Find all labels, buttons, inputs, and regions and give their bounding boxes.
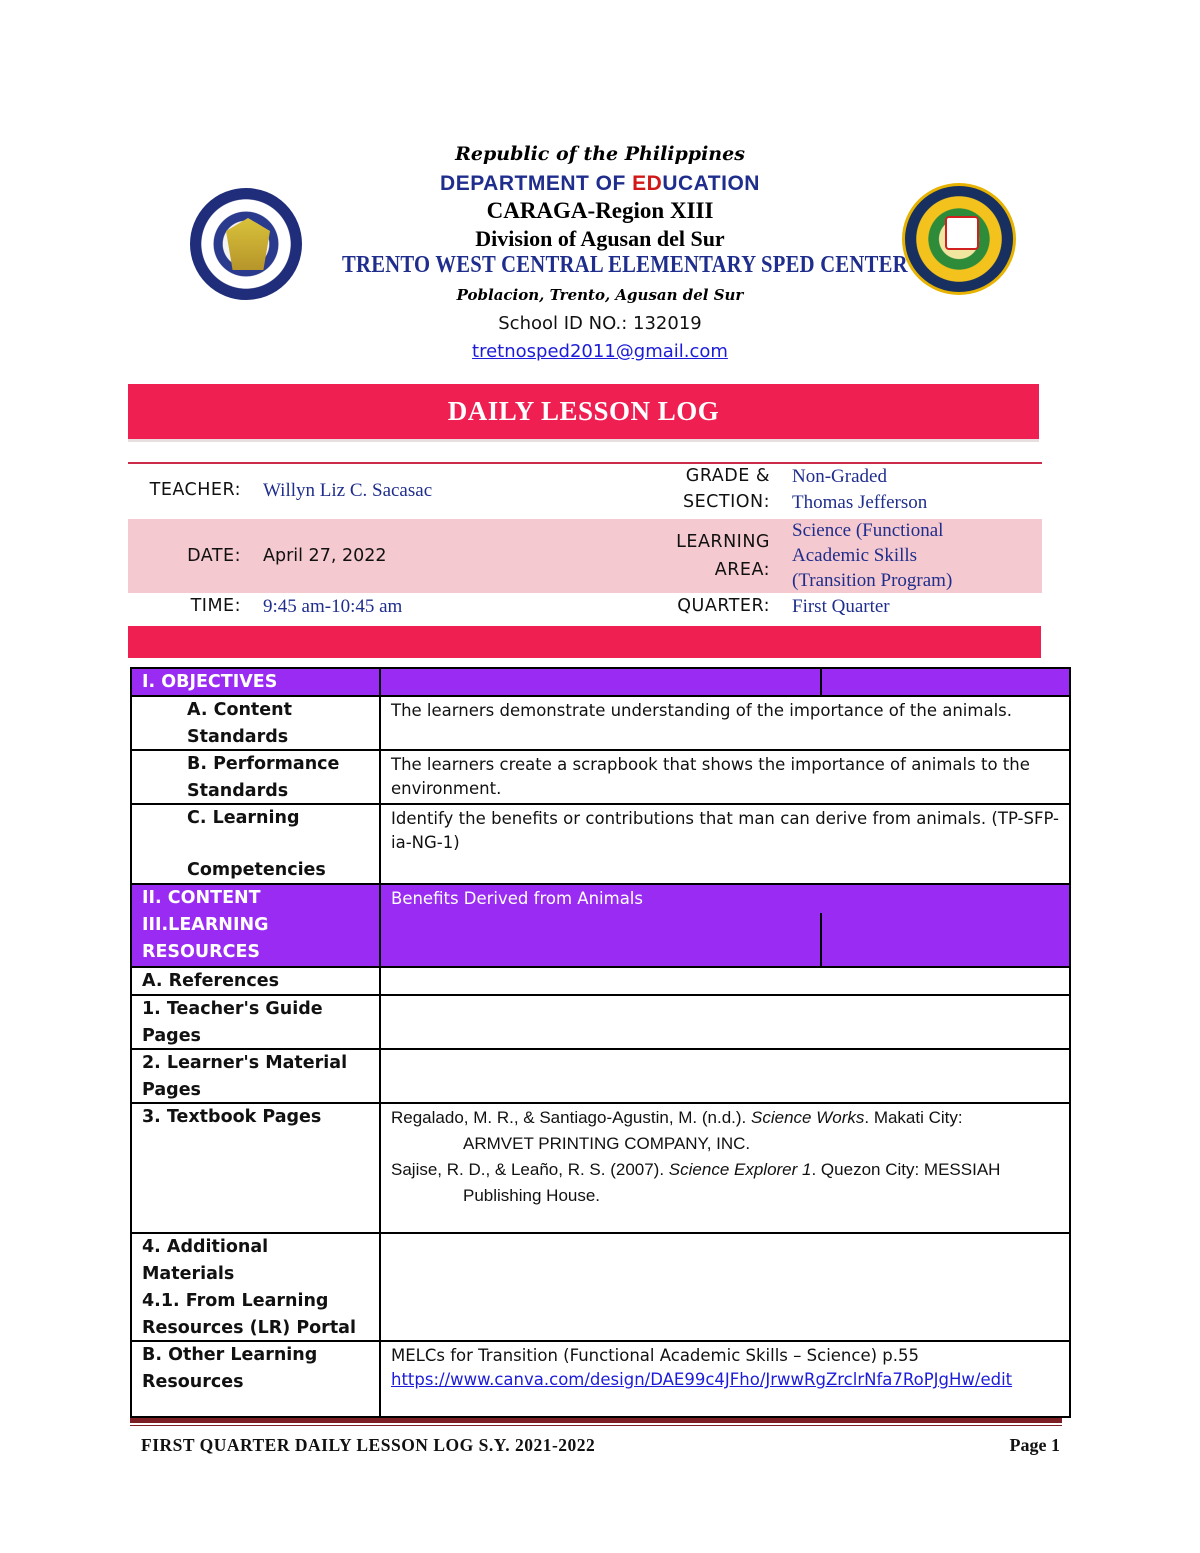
area-value-2: Academic Skills [792,545,918,566]
deped-seal-icon [190,188,302,300]
content-standards-row [132,697,1069,751]
school-email-link[interactable]: tretnosped2011@gmail.com [472,341,728,362]
learning-competencies-label-1: C. Learning [187,808,300,828]
other-resources-row [132,1342,1069,1416]
reference-1-cont: ARMVET PRINTING COMPANY, INC. [463,1134,751,1153]
references-label: A. References [142,971,280,991]
time-label: TIME: [190,596,241,616]
other-resources-label-1: B. Other Learning [142,1345,318,1365]
quarter-value: First Quarter [792,596,890,617]
info-row-teacher [128,462,1042,522]
textbook-row [132,1104,1069,1234]
teacher-value: Willyn Liz C. Sacasac [263,480,433,501]
title-bar [128,384,1039,442]
page-title: DAILY LESSON LOG [447,396,720,426]
content-text: Benefits Derived from Animals [391,889,643,908]
learning-competencies-text: Identify the benefits or contributions that man can derive from animals. (TP-SFP-ia-NG-1) [391,809,1059,852]
section-value: Thomas Jefferson [792,492,928,513]
learners-material-row [132,1050,1069,1104]
date-label: DATE: [187,546,241,566]
school-address: Poblacion, Trento, Agusan del Sur [456,286,744,304]
objectives-heading: I. OBJECTIVES [142,672,278,692]
teachers-guide-label-1: 1. Teacher's Guide [142,999,323,1019]
additional-label-1: 4. Additional [142,1237,269,1257]
additional-materials-row [132,1234,1069,1342]
other-resources-text: MELCs for Transition (Functional Academic Skills – Science) p.55 [391,1346,919,1365]
page-number: Page 1 [1009,1435,1060,1455]
textbook-references [381,1104,1069,1233]
content-heading: II. CONTENT [142,888,261,908]
school-seal-icon [902,183,1016,295]
grade-label-2: SECTION: [683,492,770,512]
learners-material-label-2: Pages [142,1080,201,1100]
learning-competencies-label-2: Competencies [187,860,326,880]
area-value-3: (Transition Program) [792,570,953,591]
reference-2: Sajise, R. D., & Leaño, R. S. (2007). Science Explorer 1. Quezon City: MESSIAH [391,1160,1001,1179]
area-label-2: AREA: [714,560,770,580]
school-name: TRENTO WEST CENTRAL ELEMENTARY SPED CENTER [342,252,908,278]
performance-standards-row [132,751,1069,805]
performance-standards-text: The learners create a scrapbook that shows the importance of animals to the environment. [391,755,1030,798]
content-row [132,885,1069,968]
references-row [132,968,1069,996]
objectives-row [132,669,1069,697]
performance-standards-label-2: Standards [187,781,289,801]
division-heading: Division of Agusan del Sur [475,226,725,251]
additional-label-3: 4.1. From Learning [142,1291,329,1311]
other-resources-label-2: Resources [142,1372,244,1392]
learning-resources-heading-1: III.LEARNING [142,915,269,935]
learning-resources-heading-2: RESOURCES [142,942,260,962]
additional-label-4: Resources (LR) Portal [142,1318,356,1338]
footer-rule-thin [130,1425,1062,1426]
footer-rule [130,1418,1062,1423]
other-resources-cell [381,1342,1069,1418]
teachers-guide-row [132,996,1069,1050]
column-divider [820,913,822,968]
grade-value: Non-Graded [792,466,887,487]
reference-2-cont: Publishing House. [463,1186,601,1205]
content-standards-label-2: Standards [187,727,289,747]
region-heading: CARAGA-Region XIII [486,198,714,223]
area-value-1: Science (Functional [792,520,944,541]
info-row-time [128,593,1042,623]
additional-label-2: Materials [142,1264,235,1284]
date-value: April 27, 2022 [263,546,387,566]
learning-competencies-row [132,805,1069,885]
area-label-1: LEARNING [676,532,770,552]
reference-1: Regalado, M. R., & Santiago-Agustin, M. (n.d.). Science Works. Makati City: [391,1108,963,1127]
content-standards-label-1: A. Content [187,700,292,720]
info-row-date [128,519,1042,593]
deped-heading: DEPARTMENT OF EDUCATION [440,172,760,195]
textbook-label: 3. Textbook Pages [142,1107,322,1127]
divider-strip [128,626,1041,658]
learners-material-label-1: 2. Learner's Material [142,1053,348,1073]
republic-heading: Republic of the Philippines [455,143,745,165]
content-standards-text: The learners demonstrate understanding of the importance of the animals. [391,701,1012,720]
column-divider [820,669,822,695]
footer-title: FIRST QUARTER DAILY LESSON LOG S.Y. 2021-2022 [141,1435,596,1455]
teachers-guide-label-2: Pages [142,1026,201,1046]
teacher-label: TEACHER: [149,480,241,500]
quarter-label: QUARTER: [677,596,770,616]
canva-link[interactable]: https://www.canva.com/design/DAE99c4JFho/JrwwRgZrclrNfa7RoPJgHw/edit [391,1370,1013,1389]
lesson-table [130,667,1071,1418]
school-id: School ID NO.: 132019 [498,313,702,334]
grade-label-1: GRADE & [685,466,770,486]
performance-standards-label-1: B. Performance [187,754,340,774]
time-value: 9:45 am-10:45 am [263,596,403,617]
